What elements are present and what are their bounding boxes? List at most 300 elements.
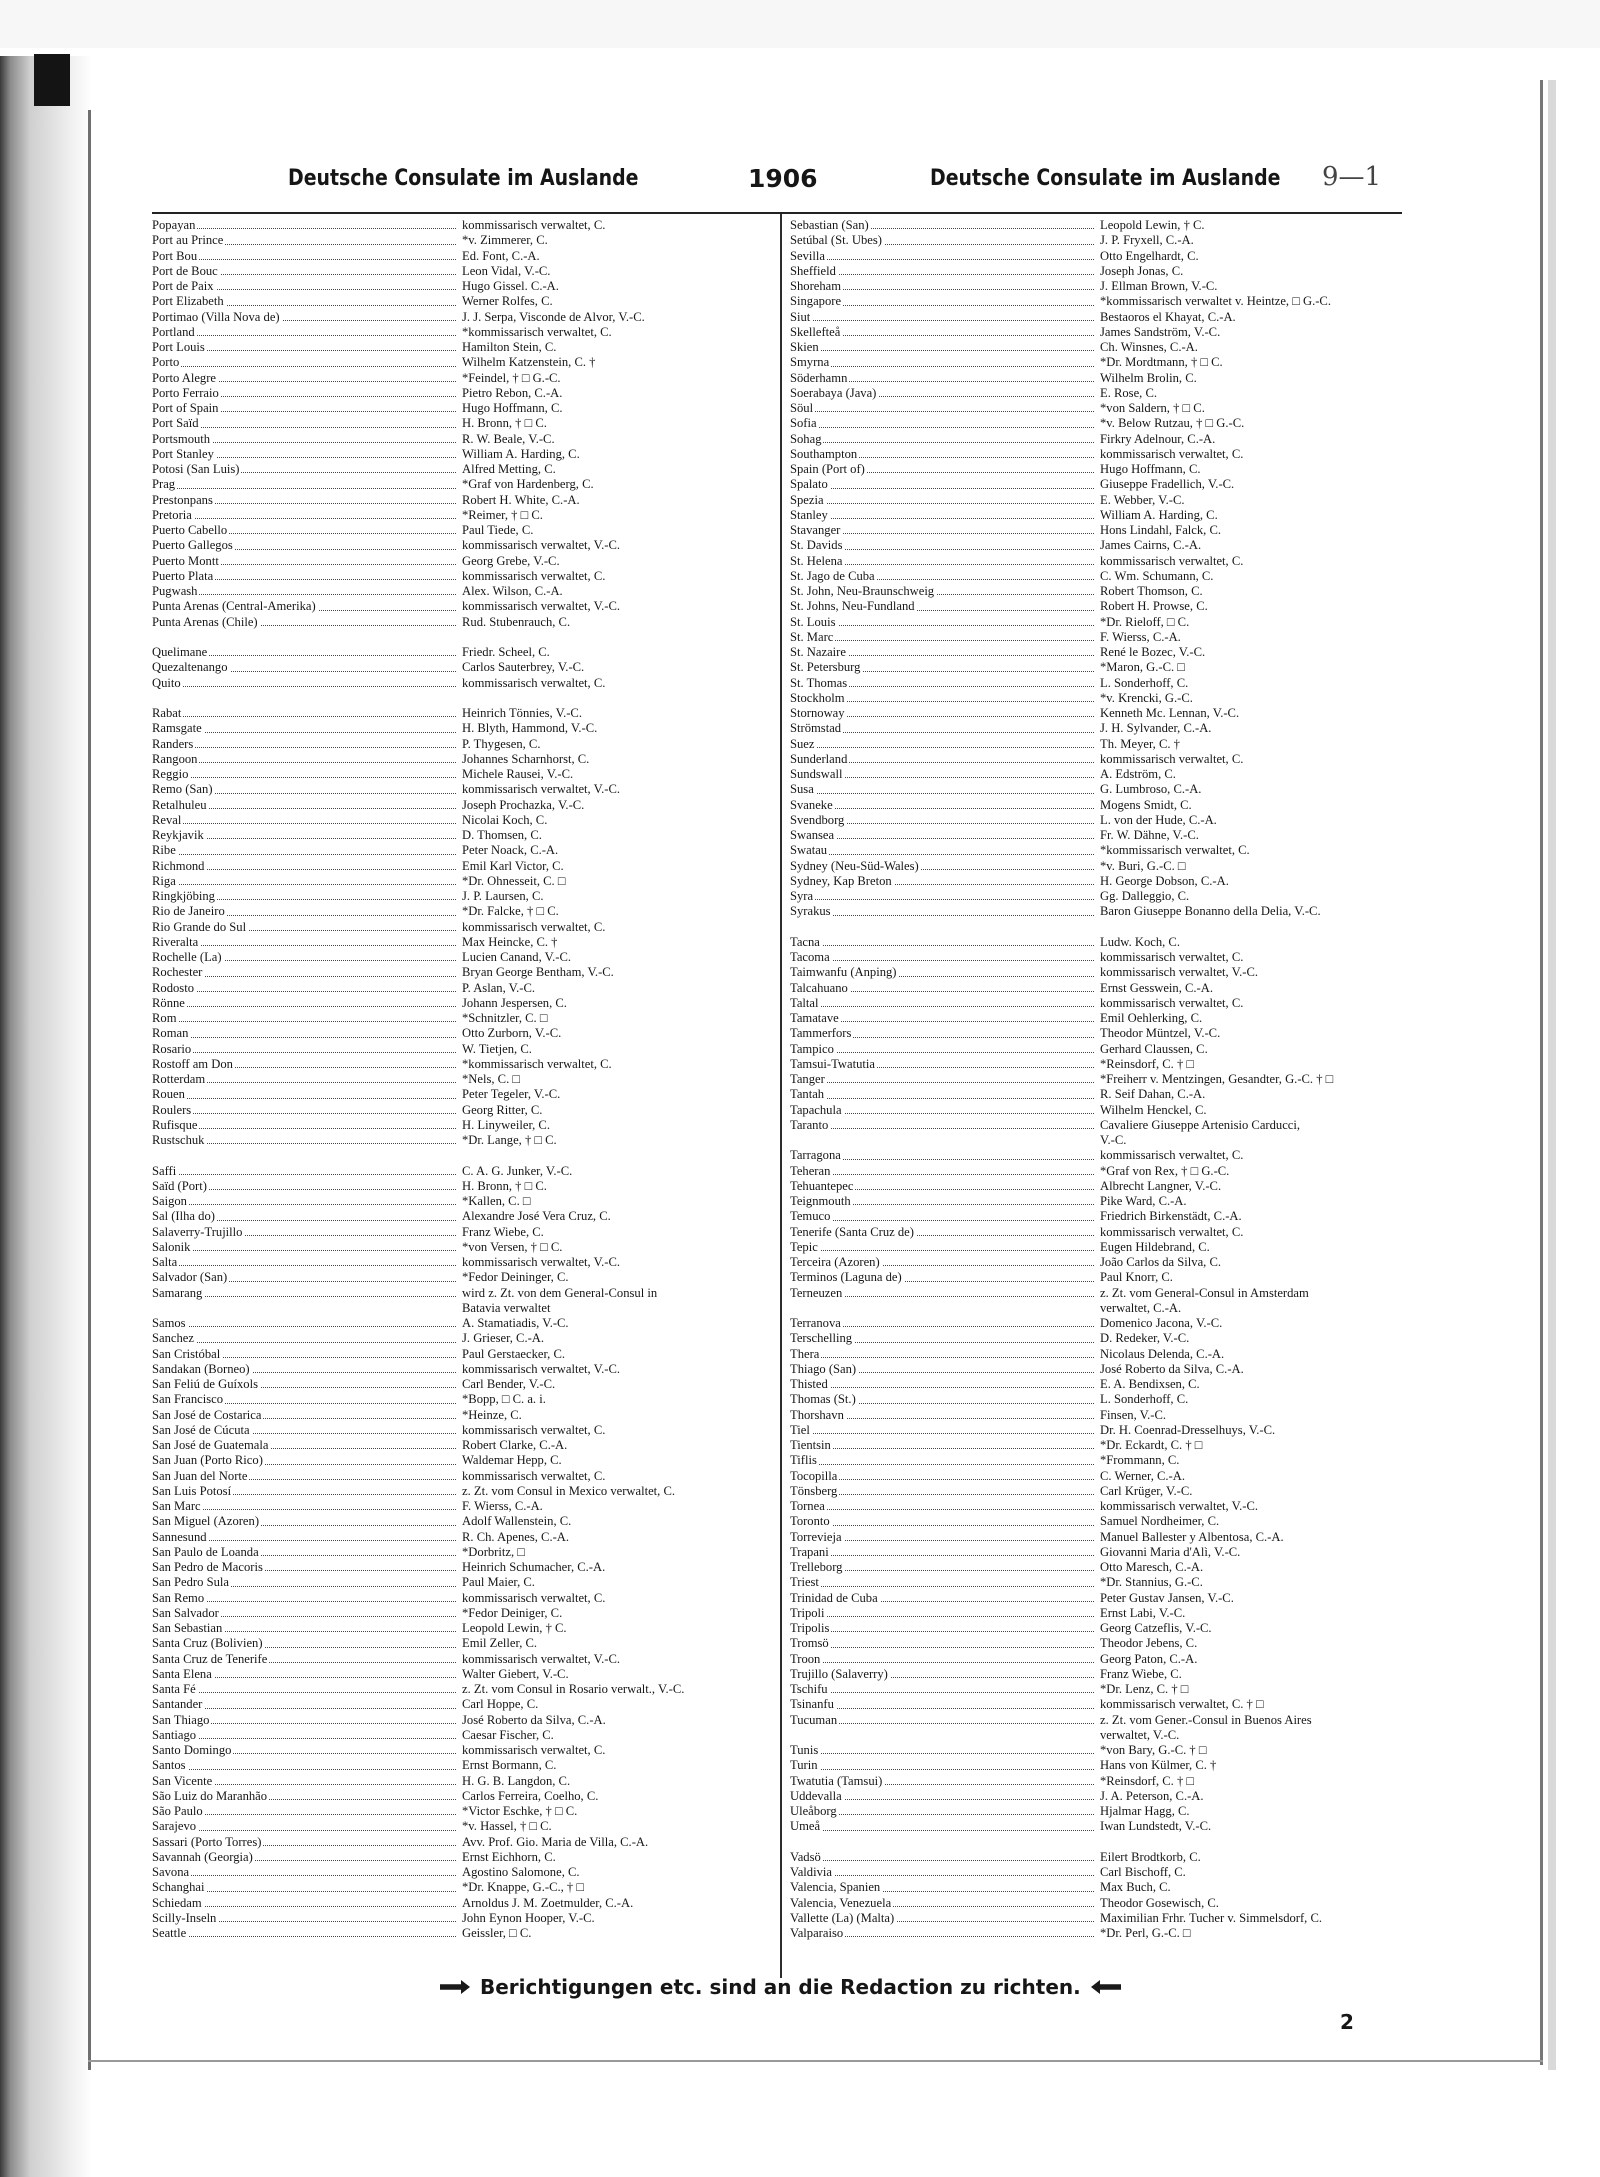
consul-name: A. Edström, C. — [1100, 767, 1176, 781]
consul-name: Otto Engelhardt, C. — [1100, 248, 1199, 263]
consulate-entry — [790, 1103, 1402, 1118]
consulate-entry — [152, 1621, 777, 1636]
place-name: San Thiago — [152, 1713, 460, 1728]
place-name: Teignmouth — [790, 1194, 1098, 1209]
place-name: Rosario — [152, 1042, 460, 1057]
consulate-entry — [152, 1255, 777, 1270]
consulate-entry — [790, 1484, 1402, 1499]
consul-name: Alex. Wilson, C.-A. — [462, 584, 563, 598]
consulate-entry — [790, 554, 1402, 569]
consulate-entry — [790, 1148, 1402, 1163]
consul-name: *Reinsdorf, C. † □ — [1100, 1056, 1195, 1071]
consul-name: kommissarisch verwaltet, C. — [462, 1590, 606, 1605]
consul-name: Joseph Jonas, C. — [1100, 263, 1184, 278]
consul-name: kommissarisch verwaltet, V.-C. — [462, 538, 620, 553]
consulate-entry — [790, 508, 1402, 523]
place-name: Sanchez — [152, 1331, 460, 1346]
place-name: Sydney (Neu-Süd-Wales) — [790, 859, 1098, 874]
consulate-entry — [152, 523, 777, 538]
consul-name: J. Grieser, C.-A. — [462, 1331, 545, 1346]
place-name: Santa Elena — [152, 1667, 460, 1682]
consulate-entry — [152, 996, 777, 1011]
place-name: Puerto Plata — [152, 569, 460, 584]
place-name: Terschelling — [790, 1331, 1098, 1346]
consul-name: *Dr. Mordtmann, † □ C. — [1100, 355, 1223, 370]
consulate-entry — [790, 1392, 1402, 1407]
consulate-entry — [790, 1621, 1402, 1636]
consulate-entry — [790, 1179, 1402, 1194]
consulate-entry — [790, 249, 1402, 264]
place-name: Stavanger — [790, 523, 1098, 538]
consulate-entry — [152, 371, 777, 386]
consul-name: Joseph Prochazka, V.-C. — [462, 797, 585, 812]
pointing-hand-icon — [1091, 1980, 1121, 1994]
place-name: Rouen — [152, 1087, 460, 1102]
section-gap — [790, 1835, 1402, 1850]
consul-name: Johann Jespersen, C. — [462, 995, 567, 1010]
consul-name: Franz Wiebe, C. — [1100, 1666, 1182, 1681]
page-number: 2 — [1340, 2010, 1354, 2034]
place-name: Singapore — [790, 294, 1098, 309]
consul-name: Carlos Ferreira, Coelho, C. — [462, 1788, 599, 1803]
consulate-entry — [790, 1026, 1402, 1041]
consul-name: Otto Zurborn, V.-C. — [462, 1026, 562, 1041]
pointing-hand-icon — [440, 1980, 470, 1994]
consulate-entry — [152, 1591, 777, 1606]
place-name: Sundswall — [790, 767, 1098, 782]
consul-name: Th. Meyer, C. † — [1100, 736, 1180, 751]
consulate-entry — [790, 218, 1402, 233]
place-name: St. Louis — [790, 615, 1098, 630]
place-name: Port Elizabeth — [152, 294, 460, 309]
consul-name: *Maron, G.-C. □ — [1100, 660, 1185, 675]
consul-name: wird z. Zt. von dem General-Consul in — [462, 1285, 658, 1300]
consulate-entry — [152, 660, 777, 675]
consul-name: Arnoldus J. M. Zoetmulder, C.-A. — [462, 1895, 634, 1910]
consul-name: Firkry Adelnour, C.-A. — [1100, 431, 1216, 446]
consulate-entry — [152, 1743, 777, 1758]
consulate-entry — [152, 1896, 777, 1911]
consul-name: Bryan George Bentham, V.-C. — [462, 965, 614, 980]
consulate-entry — [790, 1194, 1402, 1209]
consulate-entry — [790, 1652, 1402, 1667]
place-name: San Luis Potosí — [152, 1484, 460, 1499]
place-name: Sannesund — [152, 1530, 460, 1545]
place-name: Santander — [152, 1697, 460, 1712]
consulate-entry — [790, 1316, 1402, 1331]
page-header — [0, 162, 1600, 200]
consulate-entry — [152, 1880, 777, 1895]
place-name: Schanghai — [152, 1880, 460, 1895]
place-name: Roulers — [152, 1103, 460, 1118]
consulate-entry — [790, 1850, 1402, 1865]
consulate-entry — [152, 843, 777, 858]
place-name: Sarajevo — [152, 1819, 460, 1834]
place-name: Riveralta — [152, 935, 460, 950]
place-name: San Remo — [152, 1591, 460, 1606]
consul-name: Ernst Labi, V.-C. — [1100, 1605, 1186, 1620]
place-name: Terminos (Laguna de) — [790, 1270, 1098, 1285]
place-name: São Luiz do Maranhão — [152, 1789, 460, 1804]
consulate-entry — [790, 1301, 1402, 1316]
place-name: Tientsin — [790, 1438, 1098, 1453]
consul-name: *Reinsdorf, C. † □ — [1100, 1773, 1195, 1788]
place-name: Tönsberg — [790, 1484, 1098, 1499]
consulate-entry — [152, 279, 777, 294]
place-name: Taimwanfu (Anping) — [790, 965, 1098, 980]
place-name: Port au Prince — [152, 233, 460, 248]
consulate-entry — [152, 1758, 777, 1773]
consul-name: Dr. H. Coenrad-Dresselhuys, V.-C. — [1100, 1422, 1276, 1437]
consulate-entry — [790, 523, 1402, 538]
consul-name: *v. Zimmerer, C. — [462, 233, 548, 248]
consulate-entry — [152, 965, 777, 980]
place-name: Sohag — [790, 432, 1098, 447]
consul-name: Lucien Canand, V.-C. — [462, 950, 572, 964]
consulate-entry — [152, 1682, 777, 1697]
place-name: Rustschuk — [152, 1133, 460, 1148]
consulate-entry — [152, 767, 777, 782]
consul-name: Batavia verwaltet — [462, 1300, 551, 1315]
consulate-entry — [790, 660, 1402, 675]
place-name: Rom — [152, 1011, 460, 1026]
place-name: Port of Spain — [152, 401, 460, 416]
place-name: Spezia — [790, 493, 1098, 508]
place-name: Svaneke — [790, 798, 1098, 813]
consul-name: verwaltet, C.-A. — [1100, 1300, 1182, 1315]
place-name: Trujillo (Salaverry) — [790, 1667, 1098, 1682]
place-name: Saïd (Port) — [152, 1179, 460, 1194]
consul-name: William A. Harding, C. — [462, 446, 580, 461]
consul-name: E. Webber, V.-C. — [1100, 492, 1185, 507]
place-name: Thisted — [790, 1377, 1098, 1392]
consulate-entry — [152, 1011, 777, 1026]
consul-name: Otto Maresch, C.-A. — [1100, 1560, 1204, 1574]
place-name: Susa — [790, 782, 1098, 797]
place-name: Savona — [152, 1865, 460, 1880]
place-name: Seattle — [152, 1926, 460, 1941]
consulate-entry — [152, 1835, 777, 1850]
consulate-entry — [152, 859, 777, 874]
place-name: Quezaltenango — [152, 660, 460, 675]
consul-name: Walter Giebert, V.-C. — [462, 1666, 569, 1681]
consul-name: kommissarisch verwaltet, C. — [1100, 446, 1244, 461]
consulate-entry — [152, 1408, 777, 1423]
consulate-entry — [790, 1667, 1402, 1682]
consulate-entry — [152, 950, 777, 965]
consul-name: *Dr. Knappe, G.-C., † □ — [462, 1880, 584, 1895]
place-name: Reggio — [152, 767, 460, 782]
consulate-entry — [152, 721, 777, 736]
page-border-left — [88, 110, 91, 2070]
consulate-entry — [790, 1499, 1402, 1514]
consul-name: kommissarisch verwaltet, C. — [1100, 950, 1244, 964]
place-name: Saigon — [152, 1194, 460, 1209]
consulate-entry — [790, 1347, 1402, 1362]
consul-name: kommissarisch verwaltet, C. — [462, 919, 606, 934]
consulate-entry — [152, 1484, 777, 1499]
consul-name: *von Saldern, † □ C. — [1100, 401, 1205, 415]
consul-name: V.-C. — [1100, 1133, 1127, 1147]
consulate-entry — [152, 1667, 777, 1682]
place-name: Terranova — [790, 1316, 1098, 1331]
consul-name: *kommissarisch verwaltet, C. — [462, 324, 612, 339]
consulate-entry — [790, 294, 1402, 309]
section-gap — [790, 920, 1402, 935]
consulate-entry — [152, 889, 777, 904]
place-name: Tiflis — [790, 1453, 1098, 1468]
place-name: Tucuman — [790, 1713, 1098, 1728]
place-name: San Vicente — [152, 1774, 460, 1789]
place-name: Prag — [152, 477, 460, 492]
consulate-entry — [152, 981, 777, 996]
place-name: Tanger — [790, 1072, 1098, 1087]
consul-name: Georg Grebe, V.-C. — [462, 553, 560, 568]
place-name: Tammerfors — [790, 1026, 1098, 1041]
consul-name: L. Sonderhoff, C. — [1100, 675, 1189, 690]
consulate-entry — [152, 462, 777, 477]
consul-name: kommissarisch verwaltet, C. † □ — [1100, 1697, 1264, 1712]
consulate-entry — [152, 508, 777, 523]
consul-name: z. Zt. vom Consul in Mexico verwaltet, C. — [462, 1483, 676, 1498]
consulate-entry — [152, 676, 777, 691]
consul-name: z. Zt. vom Gener.-Consul in Buenos Aires — [1100, 1712, 1312, 1727]
place-name: San José de Cúcuta — [152, 1423, 460, 1438]
consulate-entry — [152, 1728, 777, 1743]
place-name: San Juan del Norte — [152, 1469, 460, 1484]
consulate-entry — [790, 752, 1402, 767]
consulate-entry — [790, 1514, 1402, 1529]
consul-name: Paul Maier, C. — [462, 1575, 535, 1590]
consul-name: *Dr. Ohnesseit, C. □ — [462, 873, 566, 888]
consul-name: z. Zt. vom General-Consul in Amsterdam — [1100, 1285, 1309, 1300]
consul-name: Robert H. Prowse, C. — [1100, 599, 1208, 614]
consulate-entry — [152, 615, 777, 630]
consul-name: John Eynon Hooper, V.-C. — [462, 1910, 595, 1925]
consul-name: *kommissarisch verwaltet v. Heintze, □ G.-C. — [1100, 294, 1331, 309]
consulate-entry — [790, 310, 1402, 325]
place-name: Tornea — [790, 1499, 1098, 1514]
consul-name: *Dr. Eckardt, C. † □ — [1100, 1438, 1203, 1452]
place-name: Ribe — [152, 843, 460, 858]
consul-name: *v. Buri, G.-C. □ — [1100, 858, 1186, 873]
section-gap — [152, 630, 777, 645]
consulate-entry — [790, 843, 1402, 858]
place-name: Syra — [790, 889, 1098, 904]
consulate-entry — [152, 645, 777, 660]
consul-name: kommissarisch verwaltet, C. — [1100, 553, 1244, 568]
place-name: Santa Fé — [152, 1682, 460, 1697]
place-name: St. Marc — [790, 630, 1098, 645]
place-name: Rostoff am Don — [152, 1057, 460, 1072]
place-name: Salta — [152, 1255, 460, 1270]
consul-name: Pietro Rebon, C.-A. — [462, 385, 563, 400]
consul-name: Gg. Dalleggio, C. — [1100, 889, 1190, 903]
place-name: Pugwash — [152, 584, 460, 599]
consulate-entry — [152, 1423, 777, 1438]
consulate-entry — [790, 1606, 1402, 1621]
consulate-entry — [152, 1636, 777, 1651]
consul-name: Baron Giuseppe Bonanno della Delia, V.-C. — [1100, 904, 1321, 919]
place-name: Potosi (San Luis) — [152, 462, 460, 477]
consulate-entry — [152, 920, 777, 935]
consul-name: C. Wm. Schumann, C. — [1100, 568, 1214, 583]
place-name: Porto Ferraio — [152, 386, 460, 401]
consulate-entry — [152, 1606, 777, 1621]
consulate-entry — [152, 233, 777, 248]
consulate-entry — [790, 538, 1402, 553]
place-name: Santiago — [152, 1728, 460, 1743]
consulate-entry — [790, 355, 1402, 370]
place-name: Terceira (Azoren) — [790, 1255, 1098, 1270]
consul-name: *Fedor Deininger, C. — [462, 1270, 569, 1285]
place-name: Tampico — [790, 1042, 1098, 1057]
consul-name: Wilhelm Katzenstein, C. † — [462, 355, 596, 370]
place-name: Salonik — [152, 1240, 460, 1255]
consul-name: Avv. Prof. Gio. Maria de Villa, C.-A. — [462, 1834, 649, 1849]
consulate-entry — [152, 1347, 777, 1362]
place-name: Salaverry-Trujillo — [152, 1225, 460, 1240]
place-name: Sevilla — [790, 249, 1098, 264]
consulate-entry — [790, 325, 1402, 340]
consul-name: Johannes Scharnhorst, C. — [462, 751, 590, 766]
place-name: St. Helena — [790, 554, 1098, 569]
place-name: San Pedro de Macoris — [152, 1560, 460, 1575]
column-divider — [780, 214, 782, 1978]
place-name: Tapachula — [790, 1103, 1098, 1118]
consulate-entry — [790, 706, 1402, 721]
consulate-entry — [152, 325, 777, 340]
header-left-title: Deutsche Consulate im Auslande — [288, 166, 639, 191]
consul-name: kommissarisch verwaltet, C. — [462, 1422, 606, 1437]
consulate-entry — [790, 1209, 1402, 1224]
place-name: San José de Costarica — [152, 1408, 460, 1423]
place-name: Schiedam — [152, 1896, 460, 1911]
consul-name: kommissarisch verwaltet, V.-C. — [462, 1361, 620, 1376]
place-name: Tacoma — [790, 950, 1098, 965]
place-name: Swansea — [790, 828, 1098, 843]
consul-name: Theodor Müntzel, V.-C. — [1100, 1026, 1221, 1041]
consul-name: H. George Dobson, C.-A. — [1100, 873, 1229, 888]
place-name: Samos — [152, 1316, 460, 1331]
place-name: Syrakus — [790, 904, 1098, 919]
consul-name: Carlos Sauterbrey, V.-C. — [462, 660, 585, 675]
consulate-entry — [790, 1896, 1402, 1911]
consulate-entry — [790, 1819, 1402, 1834]
place-name: Toronto — [790, 1514, 1098, 1529]
place-name: Skien — [790, 340, 1098, 355]
place-name: Thomas (St.) — [790, 1392, 1098, 1407]
consul-name: *von Versen, † □ C. — [462, 1239, 563, 1254]
consulate-entry — [152, 432, 777, 447]
consulate-entry — [790, 1423, 1402, 1438]
consulate-entry — [152, 1697, 777, 1712]
consulate-entry — [790, 447, 1402, 462]
consulate-entry — [152, 1103, 777, 1118]
consul-name: *Victor Eschke, † □ C. — [462, 1804, 578, 1818]
consulate-entry — [152, 1133, 777, 1148]
consul-name: Michele Rausei, V.-C. — [462, 767, 574, 781]
consul-name: *Kallen, C. □ — [462, 1194, 531, 1208]
consulate-entry — [152, 1286, 777, 1301]
consul-name: kommissarisch verwaltet, C. — [462, 1743, 606, 1757]
consulate-entry — [790, 1469, 1402, 1484]
consul-name: Hons Lindahl, Falck, C. — [1100, 523, 1222, 537]
consulate-entry — [152, 264, 777, 279]
place-name: Tamsui-Twatutia — [790, 1057, 1098, 1072]
consul-name: E. Rose, C. — [1100, 385, 1158, 400]
consulate-entry — [790, 1713, 1402, 1728]
consulate-entry — [790, 1133, 1402, 1148]
place-name: Rio Grande do Sul — [152, 920, 460, 935]
consulate-entry — [790, 1057, 1402, 1072]
consul-name: Giuseppe Fradellich, V.-C. — [1100, 477, 1235, 492]
consul-name: Carl Bischoff, C. — [1100, 1865, 1186, 1879]
consulate-entry — [790, 828, 1402, 843]
consulate-entry — [152, 1789, 777, 1804]
consul-name: Emil Zeller, C. — [462, 1636, 538, 1651]
consul-name: *Bopp, □ C. a. i. — [462, 1392, 546, 1407]
consul-name: kommissarisch verwaltet, C. — [462, 568, 606, 583]
consul-name: kommissarisch verwaltet, C. — [1100, 751, 1244, 766]
consul-name: *Dorbritz, □ — [462, 1544, 525, 1559]
consul-name: Caesar Fischer, C. — [462, 1727, 554, 1742]
consul-name: Heinrich Tönnies, V.-C. — [462, 706, 582, 720]
consulate-entry — [152, 1652, 777, 1667]
consul-name: Friedr. Scheel, C. — [462, 645, 550, 659]
place-name: Puerto Cabello — [152, 523, 460, 538]
consulate-entry — [152, 874, 777, 889]
place-name: San Marc — [152, 1499, 460, 1514]
consul-name: *Freiherr v. Mentzingen, Gesandter, G.-C. † □ — [1100, 1072, 1334, 1086]
consul-name: Carl Bender, V.-C. — [462, 1377, 556, 1391]
consul-name: R. Ch. Apenes, C.-A. — [462, 1529, 570, 1544]
place-name: Taltal — [790, 996, 1098, 1011]
consulate-entry — [790, 1225, 1402, 1240]
consul-name: Carl Hoppe, C. — [462, 1697, 539, 1712]
consulate-entry — [152, 1209, 777, 1224]
section-gap — [152, 691, 777, 706]
consul-name: kommissarisch verwaltet, C. — [1100, 1148, 1244, 1163]
consulate-entry — [152, 386, 777, 401]
consul-name: H. Linyweiler, C. — [462, 1117, 550, 1132]
consul-name: Samuel Nordheimer, C. — [1100, 1514, 1220, 1529]
place-name: Smyrna — [790, 355, 1098, 370]
place-name: Scilly-Inseln — [152, 1911, 460, 1926]
place-name: Punta Arenas (Chile) — [152, 615, 460, 630]
consul-name: Albrecht Langner, V.-C. — [1100, 1178, 1222, 1193]
consulate-list-right — [790, 218, 1402, 1941]
place-name: Suez — [790, 737, 1098, 752]
section-gap — [152, 1148, 777, 1163]
consulate-entry — [790, 1270, 1402, 1285]
consul-name: kommissarisch verwaltet, C. — [1100, 1224, 1244, 1239]
consulate-entry — [790, 1286, 1402, 1301]
place-name: Richmond — [152, 859, 460, 874]
consulate-entry — [152, 752, 777, 767]
place-name: Söderhamn — [790, 371, 1098, 386]
consul-name: *kommissarisch verwaltet, C. — [462, 1056, 612, 1071]
place-name: Tenerife (Santa Cruz de) — [790, 1225, 1098, 1240]
place-name: Sunderland — [790, 752, 1098, 767]
consulate-entry — [790, 645, 1402, 660]
consulate-entry — [152, 737, 777, 752]
consul-name: E. A. Bendixsen, C. — [1100, 1377, 1200, 1391]
consul-name: D. Thomsen, C. — [462, 828, 542, 842]
place-name: Twatutia (Tamsui) — [790, 1774, 1098, 1789]
consul-name: verwaltet, V.-C. — [1100, 1727, 1180, 1742]
place-name: San Cristóbal — [152, 1347, 460, 1362]
